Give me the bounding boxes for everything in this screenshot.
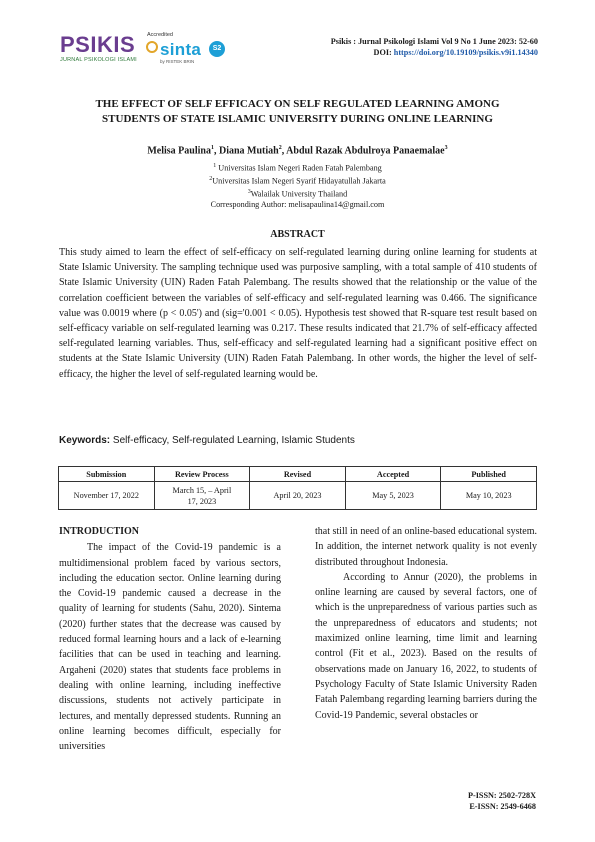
table-cell: November 17, 2022: [59, 482, 155, 510]
paper-title-line-2: STUDENTS OF STATE ISLAMIC UNIVERSITY DURING ONLINE LEARNING: [102, 113, 493, 125]
author-list: [60, 145, 535, 156]
sinta-mark-icon: [146, 41, 158, 53]
affiliation-1-text: Universitas Islam Negeri Raden Fatah Palembang: [216, 163, 382, 173]
journal-citation: Psikis : Jurnal Psikologi Islami Vol 9 No 1 June 2023: 52-60: [330, 37, 538, 46]
corresponding-author: Corresponding Author: melisapaulina14@gmail.com: [210, 200, 385, 209]
electronic-issn: E-ISSN: 2549-6468: [469, 802, 536, 811]
psikis-logo: [60, 34, 136, 63]
print-issn: P-ISSN: 2502-728X: [467, 791, 536, 800]
paragraph: that still in need of an online-based educational system. In addition, the internet network quality is not evenly distributed throughout Indonesia.: [315, 526, 537, 568]
author-separator: ,: [281, 145, 287, 157]
paper-title-line-1: THE EFFECT OF SELF EFFICACY ON SELF REGULATED LEARNING AMONG: [95, 98, 500, 110]
affiliation-3-text: Walailak University Thailand: [250, 189, 348, 199]
keywords-label: Keywords:: [59, 435, 111, 446]
sinta-sub-label: by RISTEK BRIN: [160, 59, 195, 64]
body-column-right: [315, 524, 537, 723]
table-cell: April 20, 2023: [250, 482, 346, 510]
affiliation-3-sup: 3: [247, 189, 251, 195]
doi-link[interactable]: https://doi.org/10.19109/psikis.v9i1.14340: [393, 48, 538, 57]
sinta-logo: [146, 32, 228, 66]
table-cell: May 5, 2023: [345, 482, 441, 510]
paper-title: [60, 97, 535, 127]
affiliation-2-text: Universitas Islam Negeri Syarif Hidayatullah Jakarta: [212, 176, 386, 186]
paragraph: The impact of the Covid-19 pandemic is a multidimensional problem faced by various sectors, including the education sector. Online learning during the Covid-19 pandemic caused a decrease in the quality of learning for students (Sahu, 2020). Sintema (2020) further states that the decrease was caused by reduced formal learning hours and a lack of e-learning facilities that can be used in teaching and learning. Argaheni (2020) states that students face problems in dealing with online learning, including ineffective discussions, students not actively participate in lectures, and mentally depressed students. Running an online learning becomes difficult, especially for universities: [59, 542, 281, 753]
affiliation-2-sup: 2: [209, 176, 213, 182]
author-3: Abdul Razak Abdulroya Panaemalae: [286, 145, 445, 157]
abstract-heading: ABSTRACT: [270, 229, 325, 240]
table-header-cell: Revised: [250, 467, 346, 482]
table-header-cell: Published: [441, 467, 537, 482]
psikis-logo-wordmark: PSIKIS: [60, 32, 136, 57]
table-header-cell: Review Process: [154, 467, 250, 482]
sinta-rank-badge: S2: [209, 41, 225, 57]
keywords-text: Self-efficacy, Self-regulated Learning, Islamic Students: [110, 435, 355, 446]
author-3-sup: 3: [444, 145, 448, 151]
sinta-accredited-label: Accredited: [147, 32, 173, 38]
journal-info: [331, 36, 538, 58]
publication-dates-table: [58, 466, 537, 510]
abstract-text: This study aimed to learn the effect of self-efficacy on self-regulated learning during online learning for students at State Islamic University. The sampling technique used was purposive sampling, with a total sample of 410 students of State Islamic University (UIN) Raden Fatah Palembang. The results showed that the relationship or the value of the correlation coefficient between the variables of self-efficacy and self-regulated learning was 0.466. The significance value was 0.0019 where (p < 0.05') and (sig='0.001 < 0.05). Hypothesis test showed that R-square test result based on self-efficacy variable on self-regulated learning was 0.217. These results indicated that 21.7% of self-efficacy affected self-regulated learning variables. Thus, self-efficacy and self-regulated learning had a significant positive effect on students at the State Islamic University (UIN) Raden Fatah Palembang. In other words, the higher the level of self-efficacy, the higher the level of self-regulated learning would be.: [59, 247, 537, 380]
author-1: Melisa Paulina: [147, 145, 211, 157]
table-header-row: [59, 467, 537, 482]
author-1-sup: 1: [210, 145, 214, 151]
table-header-cell: Submission: [59, 467, 155, 482]
body-column-left: [59, 524, 281, 754]
table-cell: March 15, – April 17, 2023: [154, 482, 250, 510]
sinta-wordmark: sinta: [160, 40, 202, 59]
affiliation-1-sup: 1: [213, 163, 217, 169]
psikis-logo-tagline: JURNAL PSIKOLOGI ISLAMI: [60, 57, 137, 63]
author-separator: ,: [213, 145, 219, 157]
table-row: [59, 482, 537, 510]
table-header-cell: Accepted: [345, 467, 441, 482]
paragraph: According to Annur (2020), the problems in online learning are caused by several factors, one of which is the unpreparedness of various parties such as the unpreparedness of educators and students; not maximized online learning, time limit and learning control (Fit et al., 2023). Based on the results of observations made on January 16, 2022, to students of Psychology Faculty of State Islamic University Raden Fatah Palembang regarding learning barriers during the Covid-19 Pandemic, several obstacles or: [315, 571, 537, 721]
introduction-heading: INTRODUCTION: [59, 526, 140, 537]
author-2: Diana Mutiah: [218, 145, 279, 157]
table-cell: May 10, 2023: [441, 482, 537, 510]
author-2-sup: 2: [278, 145, 282, 151]
doi-label: DOI:: [373, 48, 394, 57]
doi-line: [331, 47, 538, 58]
issn-block: [468, 790, 536, 812]
keywords: [59, 435, 355, 446]
